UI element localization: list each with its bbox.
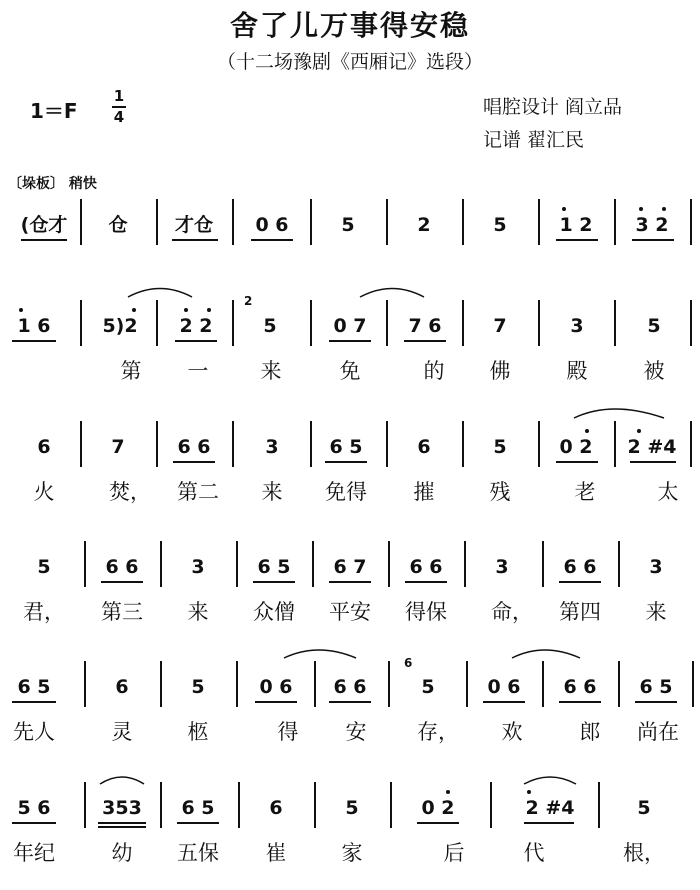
lyric: 存， <box>417 720 459 744</box>
grace-note: 2 <box>244 294 253 308</box>
note-cell: 0 2 <box>421 797 455 819</box>
note-cell: (仓才 <box>20 214 68 236</box>
note-cell: 1 6 <box>17 315 51 337</box>
note-cell: 0 6 <box>255 214 289 236</box>
lyric: 太 <box>657 480 679 504</box>
note-cell: 6 7 <box>333 556 367 578</box>
note-cell: 6 <box>115 676 129 698</box>
lyric: 来 <box>645 600 667 624</box>
lyric: 幼 <box>111 841 133 865</box>
note-cell: 1 2 <box>559 214 593 236</box>
lyric: 摧 <box>413 480 435 504</box>
note-cell: 6 5 <box>17 676 51 698</box>
lyric: 根， <box>623 841 665 865</box>
lyric: 崔 <box>265 841 287 865</box>
note-cell: 2 <box>417 214 431 236</box>
note-cell: 5 <box>421 676 435 698</box>
note-cell: 6 5 <box>257 556 291 578</box>
lyric: 年纪 <box>13 841 55 865</box>
note-cell: 仓 <box>108 214 128 236</box>
lyric: 的 <box>423 359 445 383</box>
note-cell: 6 6 <box>105 556 139 578</box>
note-cell: 0 6 <box>259 676 293 698</box>
lyric: 后 <box>443 841 465 865</box>
song-title: 舍了儿万事得安稳 <box>229 9 470 42</box>
note-cell: 6 6 <box>409 556 443 578</box>
credit-singing-design: 唱腔设计 阎立品 <box>483 96 623 118</box>
lyric: 免 <box>339 359 361 383</box>
lyric: 欢 <box>501 720 523 744</box>
lyric: 五保 <box>177 841 219 865</box>
lyric: 先人 <box>13 720 55 744</box>
lyric: 免得 <box>325 480 367 504</box>
lyric: 第 <box>120 359 142 383</box>
note-cell: 6 5 <box>181 797 215 819</box>
lyric: 被 <box>643 359 665 383</box>
note-cell: 2 #4 <box>627 436 677 458</box>
note-cell: 5 <box>647 315 661 337</box>
note-cell: 0 7 <box>333 315 367 337</box>
note-cell: 353 <box>102 797 142 819</box>
note-cell: 5 6 <box>17 797 51 819</box>
lyric: 君， <box>23 600 65 624</box>
note-cell: 7 6 <box>408 315 442 337</box>
lyric: 郎 <box>579 720 601 744</box>
note-cell: 5 <box>341 214 355 236</box>
note-cell: 5 <box>37 556 51 578</box>
note-cell: 0 2 <box>559 436 593 458</box>
note-cell: 2 2 <box>179 315 213 337</box>
lyric: 得 <box>277 720 299 744</box>
credit-notation: 记谱 翟汇民 <box>483 129 585 151</box>
lyric: 安 <box>345 720 367 744</box>
note-cell: 3 <box>570 315 584 337</box>
note-cell: 5 <box>191 676 205 698</box>
lyric: 来 <box>260 359 282 383</box>
lyric: 平安 <box>329 600 371 624</box>
note-cell: 才仓 <box>174 214 214 236</box>
lyric: 柩 <box>187 720 209 744</box>
time-numerator: 1 <box>113 87 125 105</box>
lyric: 焚， <box>109 480 151 504</box>
lyric: 来 <box>187 600 209 624</box>
note-cell: 3 <box>495 556 509 578</box>
note-cell: 6 6 <box>563 556 597 578</box>
note-cell: 6 6 <box>177 436 211 458</box>
lyric: 火 <box>33 480 55 504</box>
lyric: 残 <box>489 480 511 504</box>
note-cell: 3 2 <box>635 214 669 236</box>
note-cell: 3 <box>191 556 205 578</box>
lyric: 众僧 <box>253 600 295 624</box>
lyric: 来 <box>261 480 283 504</box>
lyric: 尚在 <box>637 720 679 744</box>
note-cell: 5 <box>493 436 507 458</box>
note-cell: 5 <box>493 214 507 236</box>
time-denominator: 4 <box>113 108 125 126</box>
lyric: 老 <box>574 480 596 504</box>
lyric: 第三 <box>101 600 143 624</box>
lyric: 代 <box>523 841 545 865</box>
lyric: 命， <box>491 600 533 624</box>
note-cell: 7 <box>493 315 507 337</box>
note-cell: 6 5 <box>329 436 363 458</box>
note-cell: 6 <box>417 436 431 458</box>
lyric: 家 <box>341 841 363 865</box>
note-cell: 6 <box>37 436 51 458</box>
lyric: 灵 <box>111 720 133 744</box>
note-cell: 5 <box>637 797 651 819</box>
note-cell: 7 <box>111 436 125 458</box>
tempo-marking: 〔垛板〕 稍快 <box>8 176 97 192</box>
lyric: 佛 <box>489 359 511 383</box>
lyric: 一 <box>187 359 209 383</box>
note-cell: 3 <box>265 436 279 458</box>
note-cell: 6 5 <box>639 676 673 698</box>
note-cell: 5 <box>263 315 277 337</box>
lyric: 殿 <box>566 359 588 383</box>
note-cell: 6 6 <box>563 676 597 698</box>
lyric: 第四 <box>559 600 601 624</box>
lyric: 得保 <box>405 600 447 624</box>
key-signature: 1＝F <box>30 99 78 123</box>
grace-note: 6 <box>404 656 413 670</box>
note-cell: 5 <box>345 797 359 819</box>
song-subtitle: （十二场豫剧《西厢记》选段） <box>216 51 483 73</box>
note-cell: 2 #4 <box>525 797 575 819</box>
note-cell: 0 6 <box>487 676 521 698</box>
note-cell: 6 6 <box>333 676 367 698</box>
note-cell: 5)2 <box>102 315 138 337</box>
note-cell: 6 <box>269 797 283 819</box>
lyric: 第二 <box>177 480 219 504</box>
note-cell: 3 <box>649 556 663 578</box>
